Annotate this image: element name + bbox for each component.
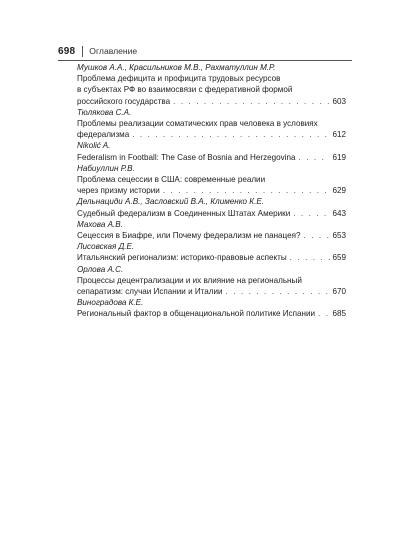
toc-entry [77,196,346,218]
toc-entry-authors: Махова А.В. [77,219,123,229]
dot-leader [299,152,331,163]
toc-entry-title-text: Региональный фактор в общенациональной политике Испании [77,309,316,319]
toc-entry-title-text: Судебный федерализм в Соединенных Штатах Америки [77,208,291,218]
toc-entry-title-text: сепаратизм: случаи Испании и Италии [77,287,223,297]
toc-entry-page-number: 619 [332,152,346,162]
toc-entry-page-number: 629 [332,186,346,196]
toc-entry-last-line [77,152,346,163]
toc-entry-last-line [77,208,346,219]
toc-entry-title-line: в субъектах РФ во взаимосвязи с федеративной формой [77,85,293,95]
toc-entry [77,241,346,263]
dot-leader [226,286,331,297]
page-header [58,44,358,58]
toc-entry-last-line [77,230,346,241]
toc-entry-last-line [77,129,346,140]
dot-leader [304,230,331,241]
toc-entry-last-line [77,286,346,297]
dot-leader [293,208,330,219]
dot-leader [132,129,330,140]
toc-entry [77,140,346,162]
toc-entry-authors: Орлова А.С. [77,264,124,274]
header-rule [58,60,352,61]
dot-leader [318,308,330,319]
toc-entry [77,107,346,141]
toc-entry [77,62,346,107]
toc-entry-title-line: Процессы децентрализации и их влияние на региональный [77,275,302,285]
toc-entry-authors: Лисовская Д.Е. [77,242,135,252]
toc-entry-title-text: федерализма [77,130,130,140]
dot-leader [173,96,330,107]
toc-entry-authors: Виноградова К.Е. [77,298,144,308]
toc-entry-authors: Мушков А.А., Красильников М.В., Рахматуллин М.Р. [77,63,276,72]
toc-entry-authors: Дельнациди А.В., Засловский В.А., Клименко К.Е. [77,197,264,207]
section-title: Оглавление [89,46,138,56]
toc-entry-page-number: 653 [332,231,346,241]
toc-entry-page-number: 612 [332,130,346,140]
dot-leader [163,185,331,196]
toc-entry-page-number: 603 [332,96,346,106]
toc-entry-authors: Тюлякова С.А. [77,107,132,117]
toc-entry-last-line [77,252,346,263]
toc-entry-title-line: Проблемы реализации соматических прав человека в условиях [77,119,318,129]
toc-entry-last-line [77,308,346,319]
toc-entry-last-line [77,185,346,196]
page-number: 698 [58,45,76,57]
toc-entry-title-text: российского государства [77,96,171,106]
dot-leader [290,252,331,263]
table-of-contents [77,62,346,320]
toc-entry-title-text: Сецессия в Биафре, или Почему федерализм не панацея? [77,231,301,241]
toc-entry-page-number: 685 [332,309,346,319]
toc-entry-title-line: Проблема сецессии в США: современные реалии [77,175,266,185]
toc-entry-title-text: через призму истории [77,186,160,196]
toc-entry [77,297,346,319]
toc-entry-page-number: 643 [332,208,346,218]
toc-entry [77,264,346,298]
toc-entry-last-line [77,96,346,107]
toc-entry-page-number: 670 [332,287,346,297]
header-separator [82,46,83,57]
toc-entry-authors: Набиуллин Р.В. [77,163,135,173]
toc-entry-title-text: Итальянский регионализм: историко-правовые аспекты [77,253,287,263]
toc-entry-title-text: Federalism in Football: The Case of Bosnia and Herzegovina [77,152,296,162]
toc-entry-page-number: 659 [332,253,346,263]
toc-entry [77,219,346,241]
toc-entry-authors: Nikolić A. [77,141,111,151]
toc-entry [77,163,346,197]
toc-entry-title-line: Проблема дефицита и профицита трудовых ресурсов [77,74,281,84]
